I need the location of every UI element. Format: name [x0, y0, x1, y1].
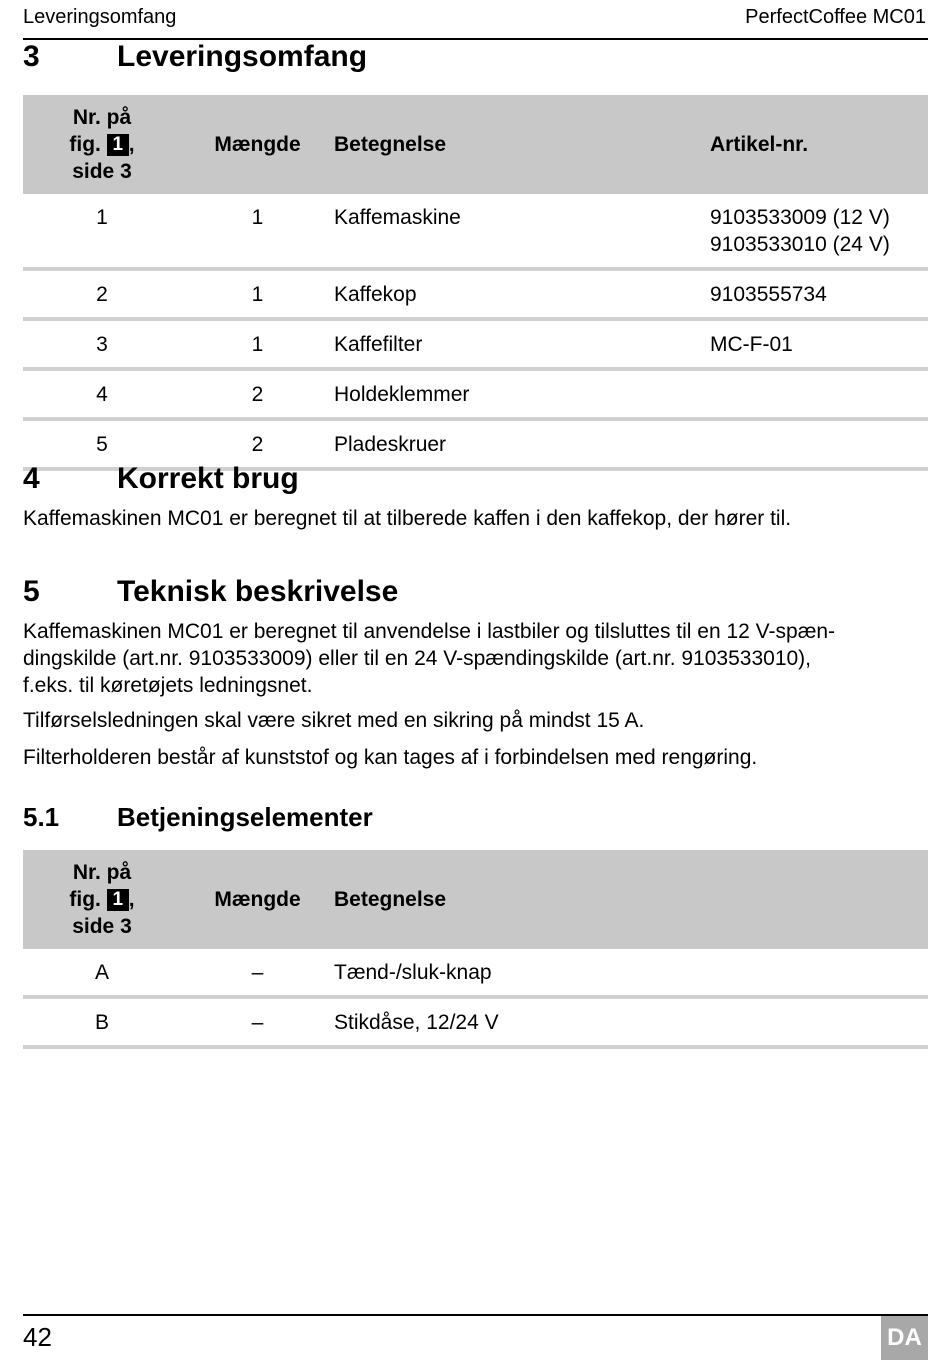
section-number: 3	[23, 40, 40, 73]
section-title: Teknisk beskrivelse	[117, 575, 399, 608]
section-4-text: Kaffemaskinen MC01 er beregnet til at tilberede kaffen i den kaffekop, der hører til.	[23, 507, 792, 530]
section-3-heading	[23, 40, 367, 74]
header-fig-number: Nr. på fig. 1 , side 3	[23, 95, 181, 194]
table-row: 1 1 Kaffemaskine 9103533009 (12 V) 9103533010 (24 V)	[23, 194, 928, 269]
section-number: 5.1	[23, 802, 60, 832]
section-5-paragraph-3: Filterholderen består af kunststof og kan tages af i forbindelsen med rengøring.	[23, 746, 758, 769]
figure-ref-badge: 1	[107, 134, 129, 156]
section-title: Betjeningselementer	[117, 802, 373, 832]
table-header-row	[23, 95, 928, 194]
header-designation: Betegnelse	[334, 850, 928, 949]
header-section-title: Leveringsomfang	[23, 6, 177, 28]
controls-table	[23, 850, 928, 1049]
table-row: 3 1 Kaffefilter MC-F-01	[23, 319, 928, 369]
section-5-paragraph-1: Kaffemaskinen MC01 er beregnet til anvendelse i lastbiler og tilsluttes til en 12 V-spæn- dingskilde (art.nr. 9103533009) eller til en 24 V-spændingskilde (art.nr. 9103533010), f.eks. til køretøjets ledningsnet.	[23, 620, 836, 697]
section-number: 5	[23, 575, 40, 608]
header-product-name: PerfectCoffee MC01	[745, 6, 926, 28]
table-row: 5 2 Pladeskruer	[23, 419, 928, 469]
language-badge: DA	[881, 1316, 928, 1360]
section-4-heading	[23, 462, 299, 496]
page-number: 42	[23, 1322, 52, 1352]
section-title: Leveringsomfang	[117, 40, 368, 73]
header-designation: Betegnelse	[334, 95, 710, 194]
delivery-scope-table	[23, 95, 928, 471]
footer-divider	[23, 1314, 928, 1316]
table-row: A – Tænd-/sluk-knap	[23, 949, 928, 997]
section-number: 4	[23, 462, 40, 495]
running-header	[23, 6, 928, 40]
header-fig-number: Nr. på fig. 1 , side 3	[23, 850, 181, 949]
section-title: Korrekt brug	[117, 462, 299, 495]
table-row: 2 1 Kaffekop 9103555734	[23, 269, 928, 319]
figure-ref-badge: 1	[107, 889, 129, 911]
table-row: B – Stikdåse, 12/24 V	[23, 997, 928, 1047]
header-quantity: Mængde	[181, 95, 334, 194]
section-5-1-heading	[23, 802, 373, 833]
table-row: 4 2 Holdeklemmer	[23, 369, 928, 419]
header-quantity: Mængde	[181, 850, 334, 949]
table-header-row	[23, 850, 928, 949]
header-article-number: Artikel-nr.	[710, 95, 928, 194]
section-5-heading	[23, 575, 398, 609]
section-5-paragraph-2: Tilførselsledningen skal være sikret med en sikring på mindst 15 A.	[23, 709, 645, 732]
